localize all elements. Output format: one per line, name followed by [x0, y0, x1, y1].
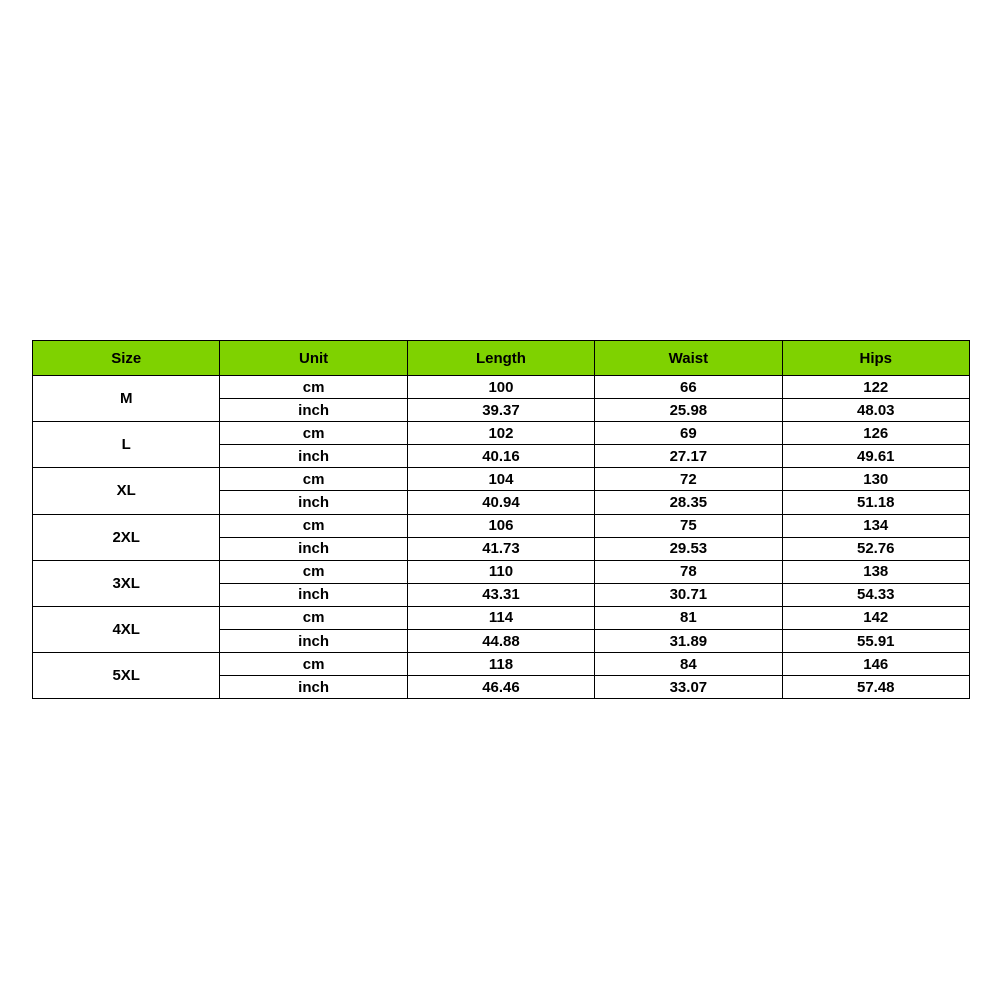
waist-cell: 27.17	[595, 445, 782, 468]
size-cell: L	[33, 422, 220, 468]
unit-cell: inch	[220, 583, 407, 606]
length-cell: 40.94	[407, 491, 594, 514]
waist-cell: 33.07	[595, 676, 782, 699]
waist-cell: 84	[595, 653, 782, 676]
hips-cell: 51.18	[782, 491, 969, 514]
length-cell: 114	[407, 606, 594, 629]
length-cell: 102	[407, 422, 594, 445]
waist-cell: 29.53	[595, 537, 782, 560]
length-cell: 118	[407, 653, 594, 676]
unit-cell: inch	[220, 537, 407, 560]
hips-cell: 54.33	[782, 583, 969, 606]
table-body	[33, 376, 970, 699]
table-row	[33, 606, 970, 629]
length-cell: 44.88	[407, 630, 594, 653]
header-size: Size	[33, 341, 220, 376]
waist-cell: 78	[595, 560, 782, 583]
hips-cell: 52.76	[782, 537, 969, 560]
length-cell: 46.46	[407, 676, 594, 699]
hips-cell: 130	[782, 468, 969, 491]
waist-cell: 66	[595, 376, 782, 399]
hips-cell: 122	[782, 376, 969, 399]
size-cell: 5XL	[33, 653, 220, 699]
header-waist: Waist	[595, 341, 782, 376]
table-row	[33, 653, 970, 676]
table-row	[33, 468, 970, 491]
unit-cell: inch	[220, 630, 407, 653]
length-cell: 40.16	[407, 445, 594, 468]
waist-cell: 28.35	[595, 491, 782, 514]
unit-cell: cm	[220, 560, 407, 583]
hips-cell: 126	[782, 422, 969, 445]
header-length: Length	[407, 341, 594, 376]
hips-cell: 138	[782, 560, 969, 583]
unit-cell: cm	[220, 606, 407, 629]
header-unit: Unit	[220, 341, 407, 376]
size-cell: XL	[33, 468, 220, 514]
unit-cell: cm	[220, 514, 407, 537]
waist-cell: 75	[595, 514, 782, 537]
hips-cell: 49.61	[782, 445, 969, 468]
hips-cell: 146	[782, 653, 969, 676]
unit-cell: cm	[220, 422, 407, 445]
hips-cell: 134	[782, 514, 969, 537]
size-cell: 4XL	[33, 606, 220, 652]
table-row	[33, 376, 970, 399]
size-cell: 2XL	[33, 514, 220, 560]
header-row	[33, 341, 970, 376]
unit-cell: cm	[220, 468, 407, 491]
unit-cell: inch	[220, 676, 407, 699]
waist-cell: 31.89	[595, 630, 782, 653]
length-cell: 41.73	[407, 537, 594, 560]
table-header	[33, 341, 970, 376]
hips-cell: 55.91	[782, 630, 969, 653]
waist-cell: 72	[595, 468, 782, 491]
waist-cell: 30.71	[595, 583, 782, 606]
length-cell: 104	[407, 468, 594, 491]
table-row	[33, 560, 970, 583]
length-cell: 106	[407, 514, 594, 537]
unit-cell: inch	[220, 399, 407, 422]
waist-cell: 69	[595, 422, 782, 445]
unit-cell: inch	[220, 491, 407, 514]
hips-cell: 57.48	[782, 676, 969, 699]
table-row	[33, 514, 970, 537]
size-chart-table	[32, 340, 970, 699]
unit-cell: cm	[220, 376, 407, 399]
waist-cell: 81	[595, 606, 782, 629]
unit-cell: inch	[220, 445, 407, 468]
size-cell: M	[33, 376, 220, 422]
length-cell: 110	[407, 560, 594, 583]
length-cell: 43.31	[407, 583, 594, 606]
table-row	[33, 422, 970, 445]
waist-cell: 25.98	[595, 399, 782, 422]
size-cell: 3XL	[33, 560, 220, 606]
length-cell: 39.37	[407, 399, 594, 422]
length-cell: 100	[407, 376, 594, 399]
unit-cell: cm	[220, 653, 407, 676]
hips-cell: 142	[782, 606, 969, 629]
hips-cell: 48.03	[782, 399, 969, 422]
header-hips: Hips	[782, 341, 969, 376]
